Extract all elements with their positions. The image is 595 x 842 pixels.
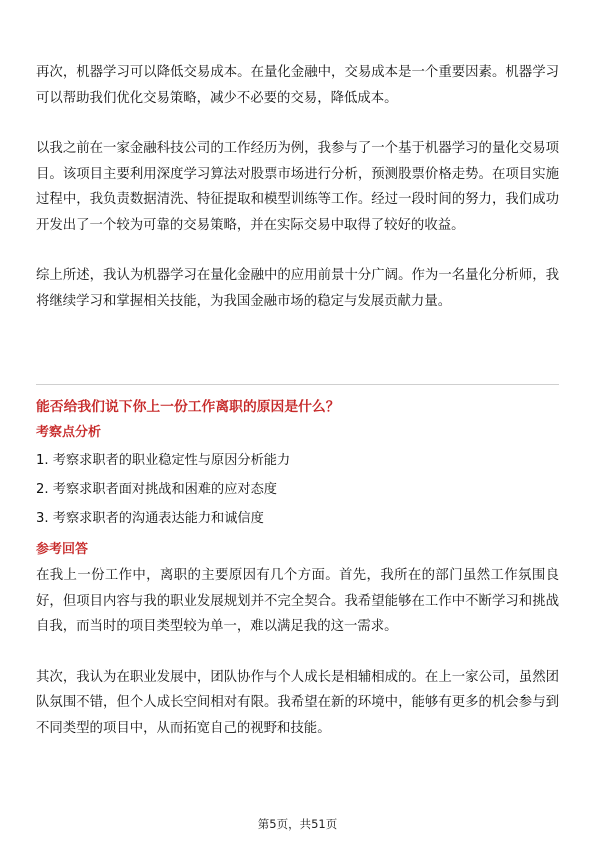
intro-section [36,60,559,314]
list-item: 1. 考察求职者的职业稳定性与原因分析能力 [36,453,291,468]
paragraph-conclusion: 综上所述，我认为机器学习在量化金融中的应用前景十分广阔。作为一名量化分析师，我将继续学习和掌握相关技能，为我国金融市场的稳定与发展贡献力量。 [36,268,559,309]
section-divider [36,384,559,385]
question-title: 能否给我们说下你上一份工作离职的原因是什么？ [36,399,340,415]
paragraph-gap [36,640,559,665]
question-section [36,396,559,741]
list-item: 2. 考察求职者面对挑战和困难的应对态度 [36,482,277,497]
paragraph-gap [36,238,559,263]
paragraph-experience: 以我之前在一家金融科技公司的工作经历为例，我参与了一个基于机器学习的量化交易项目。该项目主要利用深度学习算法对股票市场进行分析，预测股票价格走势。在项目实施过程中，我负责数据清洗、特征提取和模型训练等工作。经过一段时间的努力，我们成功开发出了一个较为可靠的交易策略，并在实际交易中取得了较好的收益。 [36,141,559,233]
answer-body [36,563,559,741]
answer-paragraph-first: 在我上一份工作中，离职的主要原因有几个方面。首先，我所在的部门虽然工作氛围良好，但项目内容与我的职业发展规划并不完全契合。我希望能够在工作中不断学习和挑战自我，而当时的项目类型较为单一，难以满足我的这一需求。 [36,568,559,634]
paragraph-cost-reduction: 再次，机器学习可以降低交易成本。在量化金融中，交易成本是一个重要因素。机器学习可以帮助我们优化交易策略，减少不必要的交易，降低成本。 [36,65,559,106]
list-item: 3. 考察求职者的沟通表达能力和诚信度 [36,511,264,526]
answer-paragraph-second: 其次，我认为在职业发展中，团队协作与个人成长是相辅相成的。在上一家公司，虽然团队氛围不错，但个人成长空间相对有限。我希望在新的环境中，能够有更多的机会参与到不同类型的项目中，从而拓宽自己的视野和技能。 [36,669,559,736]
analysis-heading: 考察点分析 [36,425,102,440]
analysis-points-list [36,446,559,533]
answer-heading: 参考回答 [36,542,89,557]
paragraph-gap [36,111,559,136]
page-number: 第5页，共51页 [257,817,338,831]
